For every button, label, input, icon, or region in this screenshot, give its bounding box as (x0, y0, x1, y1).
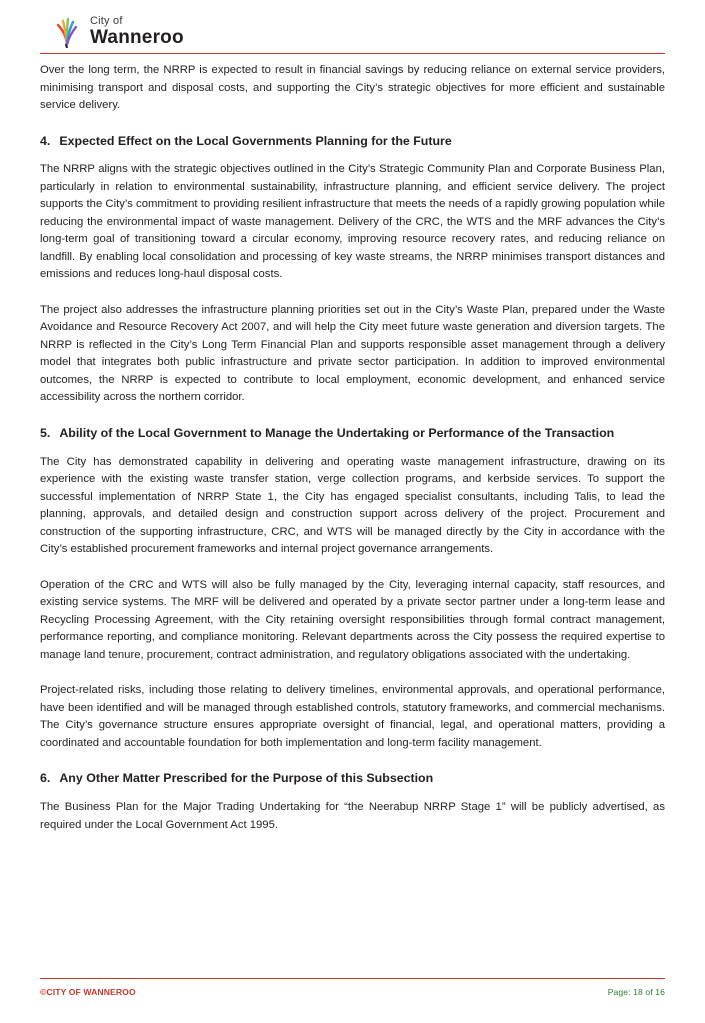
logo-line-city: City of (90, 15, 123, 27)
section-number-4: 4. (40, 133, 51, 148)
section-heading-6 (40, 770, 665, 788)
section-6-paragraph-1: The Business Plan for the Major Trading Undertaking for “the Neerabup NRRP Stage 1” will be publicly advertised, as required under the Local Government Act 1995. (40, 801, 665, 831)
document-body (0, 62, 705, 834)
section-number-5: 5. (40, 425, 51, 440)
footer-divider (40, 978, 665, 979)
section-title-5: Ability of the Local Government to Manage the Undertaking or Performance of the Transaction (59, 425, 615, 440)
page-header (0, 0, 705, 62)
logo-line-wanneroo: Wanneroo (90, 27, 184, 48)
section-5-paragraph-1: The City has demonstrated capability in delivering and operating waste management infrastructure, drawing on its experience with the existing waste transfer station, verge collection programs, and kerbside services. To support the successful implementation of NRRP State 1, the City has engaged specialist consultants, including Talis, to lead the planning, approvals, and detailed design and construction support across delivery of the project. Procurement and construction of the supporting infrastructure, CRC, and WTS will be managed directly by the City in accordance with the City’s established procurement frameworks and internal project governance arrangements. (40, 455, 665, 556)
section-4-paragraph-2: The project also addresses the infrastructure planning priorities set out in the City’s Waste Plan, prepared under the Waste Avoidance and Resource Recovery Act 2007, and will help the City meet future waste generation and diversion targets. The NRRP is reflected in the City’s Long Term Financial Plan and supports responsible asset management through a delivery model that integrates both public infrastructure and private sector participation. In addition to improved environmental outcomes, the NRRP is expected to contribute to local employment, economic development, and enhanced service accessibility across the northern corridor. (40, 303, 665, 404)
section-title-6: Any Other Matter Prescribed for the Purpose of this Subsection (59, 771, 434, 786)
city-of-wanneroo-logo-icon (50, 10, 84, 48)
logo (50, 10, 665, 48)
section-4-paragraph-1: The NRRP aligns with the strategic objectives outlined in the City’s Strategic Community Plan and Corporate Business Plan, particularly in relation to environmental sustainability, infrastructure planning, and efficient service delivery. The project supports the City’s commitment to providing resilient infrastructure that meets the needs of a rapidly growing population while reducing the environmental impact of waste management. Delivery of the CRC, the WTS and the MRF advances the City’s long-term goal of transitioning toward a circular economy, improving resource recovery rates, and reducing reliance on landfill. By enabling local consolidation and processing of key waste streams, the NRRP minimises transport distances and emissions and reduces long-haul disposal costs. (40, 163, 665, 281)
logo-text (90, 16, 184, 48)
intro-paragraph: Over the long term, the NRRP is expected to result in financial savings by reducing reliance on external service providers, minimising transport and disposal costs, and supporting the City’s strategic objectives for more efficient and sustainable service delivery. (40, 64, 665, 111)
section-5-paragraph-3: Project-related risks, including those relating to delivery timelines, environmental approvals, and operational performance, have been identified and will be managed through established controls, statutory frameworks, and commercial mechanisms. The City’s governance structure ensures appropriate oversight of financial, legal, and operational matters, providing a coordinated and accountable foundation for both implementation and long-term facility management. (40, 684, 665, 749)
section-number-6: 6. (40, 771, 51, 786)
page-footer (40, 978, 665, 997)
section-5-paragraph-2: Operation of the CRC and WTS will also be fully managed by the City, leveraging internal capacity, staff resources, and existing service systems. The MRF will be delivered and operated by a private sector partner under a long-term lease and Recycling Processing Agreement, with the City retaining oversight responsibilities through formal contract management, performance reporting, and compliance monitoring. Relevant departments across the City possess the required expertise to manage land tenure, procurement, contract administration, and regulatory obligations associated with the undertaking. (40, 578, 665, 661)
section-title-4: Expected Effect on the Local Governments Planning for the Future (59, 133, 452, 148)
footer-page-number: Page: 18 of 16 (607, 987, 665, 997)
footer-row (40, 987, 665, 997)
section-heading-5 (40, 425, 665, 443)
section-heading-4 (40, 133, 665, 151)
header-divider (40, 53, 665, 54)
footer-copyright: ©CITY OF WANNEROO (40, 987, 136, 997)
